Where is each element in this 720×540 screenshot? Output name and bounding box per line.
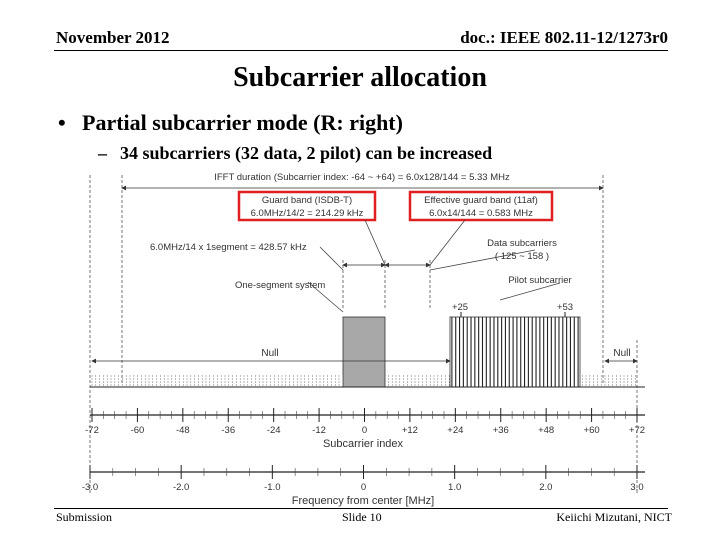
frequency-axis-labels [82,482,644,493]
frequency-tick-label: 0 [360,482,367,493]
leader-lines [308,220,560,312]
pilot-right-label: +53 [556,302,574,313]
guard-band-isdb-value: 6.0MHz/14/2 = 214.29 kHz [250,208,364,219]
frequency-tick-label: 3.0 [630,482,644,493]
subcarrier-axis-title: Subcarrier index [322,438,404,450]
subcarrier-tick-label: +12 [401,425,418,436]
footer-divider [54,508,668,509]
sub-bullet-text: 34 subcarriers (32 data, 2 pilot) can be increased [120,143,493,163]
subcarrier-tick-label: -12 [312,425,326,436]
frequency-tick-label: -3.0 [81,482,99,493]
subcarrier-axis-labels [85,425,645,436]
frequency-tick-label: -1.0 [264,482,281,493]
subcarrier-tick-label: -24 [266,425,281,436]
null-left-label: Null [261,348,279,359]
subcarrier-tick-label: -48 [175,425,190,436]
subcarrier-tick-label: +72 [628,425,646,436]
one-segment-label: One-segment system [235,280,326,291]
frequency-axis-title: Frequency from center [MHz] [291,495,435,507]
segment-width-label: 6.0MHz/14 x 1segment = 428.57 kHz [150,242,307,253]
frequency-tick-label: 2.0 [539,482,553,493]
subcarrier-diagram [80,160,660,508]
data-subcarrier-stripes [450,312,580,387]
subcarrier-tick-label: +36 [492,425,509,436]
bullet-text: Partial subcarrier mode (R: right) [82,110,403,135]
subcarrier-tick-label: +48 [538,425,555,436]
header-doc-number: doc.: IEEE 802.11-12/1273r0 [460,28,668,47]
footer-submission: Submission [56,510,113,524]
effective-guard-band-value: 6.0x14/144 = 0.583 MHz [429,208,533,219]
slide-title: Subcarrier allocation [233,62,487,93]
frequency-tick-label: -2.0 [172,482,190,493]
subcarrier-tick-label: -36 [221,425,236,436]
effective-guard-band-title: Effective guard band (11af) [424,195,538,206]
data-subcarriers-label: Data subcarriers [487,238,557,249]
null-right-label: Null [613,348,631,359]
subcarrier-tick-label: -72 [85,425,99,436]
frequency-tick-label: 1.0 [448,482,462,493]
pilot-left-label: +25 [451,302,469,313]
subcarrier-tick-label: +24 [447,425,464,436]
subcarrier-tick-label: 0 [361,425,368,436]
bullet-item [58,110,403,136]
ifft-duration-label: IFFT duration (Subcarrier index: -64 ~ +64) = 6.0x128/144 = 5.33 MHz [214,172,510,183]
pilot-subcarrier-label: Pilot subcarrier [508,275,572,286]
header-divider [54,50,668,51]
sub-bullet-marker: – [98,143,107,163]
subcarrier-tick-label: -60 [130,425,145,436]
data-subcarrier-block [450,317,580,387]
guard-band-isdb-title: Guard band (ISDB-T) [261,195,353,206]
one-segment-block [343,317,385,387]
subcarrier-tick-label: +60 [583,425,600,436]
bullet-marker: • [58,110,66,135]
header-date: November 2012 [56,28,170,47]
footer-slide-number: Slide 10 [342,510,382,524]
footer-author: Keiichi Mizutani, NICT [556,510,672,524]
data-subcarriers-range: ( 125 ~ 158 ) [494,251,550,262]
